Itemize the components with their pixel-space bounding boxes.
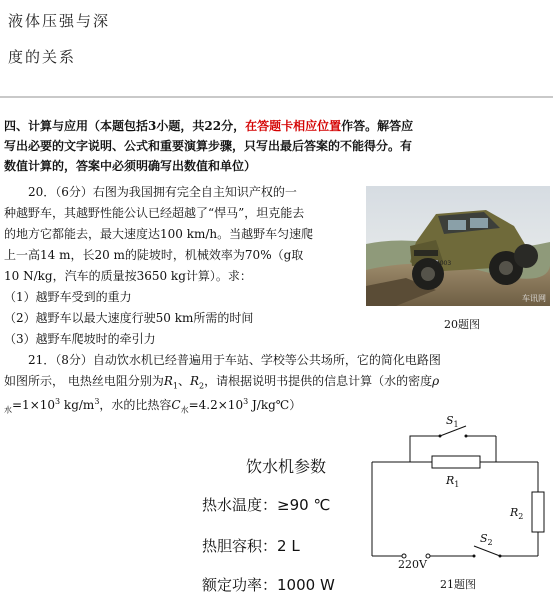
photo-watermark: 车讯网 (522, 294, 546, 303)
q21-comma: 、 (177, 374, 190, 388)
resistor-r1 (432, 456, 480, 468)
circuit-diagram (370, 416, 552, 576)
q21-line3 (4, 392, 301, 420)
q21-line2-a: 如图所示， 电热丝电阻分别为 (4, 374, 164, 388)
q20-line: 的地方它都能去，最大速度达100 km/h。当越野车匀速爬 (4, 227, 314, 241)
params-value: ≥90 ℃ (277, 496, 331, 514)
params-label: 热水温度： (202, 496, 278, 514)
q20-line: 10 N/kg，汽车的质量按3650 kg计算）。求： (4, 269, 252, 283)
q21-figure-caption: 21题图 (440, 578, 476, 591)
q21-line1: 21．（8分）自动饮水机已经普遍用于车站、学校等公共场所，它的简化电路图 (28, 353, 441, 367)
switch-contact (499, 555, 502, 558)
q21-heat-value: =4.2×10 (188, 398, 244, 412)
r1-subscript: 1 (172, 381, 178, 391)
section-intro-b: 作答。解答应 (341, 119, 414, 133)
s2-label: $S_2$ (480, 532, 493, 548)
header-title-line2: 度的关系 (8, 48, 77, 66)
q21-heat-unit: J/kg℃） (248, 398, 302, 412)
params-row (202, 535, 300, 556)
params-row (202, 494, 330, 515)
water-subscript: 水 (180, 405, 189, 415)
params-value: 1000 W (277, 576, 335, 594)
q20-line: 种越野车，其越野性能公认已经超越了“悍马”，坦克能去 (4, 206, 305, 220)
exponent: 3 (94, 397, 100, 406)
section-heading: 四、计算与应用 (4, 119, 89, 133)
water-subscript: 水 (4, 405, 12, 415)
q20-line: 20．（6分）右图为我国拥有完全自主知识产权的一 (28, 185, 297, 199)
q20-sub-item: （3）越野车爬坡时的牵引力 (4, 332, 156, 346)
rho-symbol: ρ (432, 374, 440, 388)
params-label: 额定功率： (202, 576, 278, 594)
c-symbol: C (171, 398, 181, 412)
r2-symbol: R (189, 374, 200, 388)
switch-contact (439, 435, 442, 438)
params-value: 2 L (277, 537, 300, 555)
r2-label: $R_2$ (510, 506, 524, 522)
section-intro-line1 (4, 116, 413, 136)
section-intro-highlight: 在答题卡相应位置 (245, 119, 342, 133)
exponent: 3 (243, 397, 249, 406)
q21-density-unit: kg/m (60, 398, 95, 412)
offroad-vehicle-photo (366, 186, 550, 306)
params-label: 热胆容积： (202, 537, 278, 555)
switch-contact (465, 435, 468, 438)
header-title-line1: 液体压强与深 (8, 12, 111, 30)
r1-label: $R_1$ (446, 474, 460, 490)
section-intro-line2: 写出必要的文字说明、公式和重要演算步骤，只写出最后答案的不能得分。有 (4, 139, 413, 153)
resistor-r2 (532, 492, 544, 532)
r1-symbol: R (163, 374, 173, 388)
q20-sub-item: （1）越野车受到的重力 (4, 290, 132, 304)
q20-line: 上一高14 m，长20 m的陡坡时，机械效率为70%（g取 (4, 248, 304, 262)
section-intro-line3: 数值计算的，答案中必须明确写出数值和单位） (4, 159, 257, 173)
q20-sub-item: （2）越野车以最大速度行驶50 km所需的时间 (4, 311, 254, 325)
exponent: 3 (55, 397, 61, 406)
q21-density-value: =1×10 (12, 398, 56, 412)
q21-line2-b: ，请根据说明书提供的信息计算（水的密度 (204, 374, 433, 388)
q21-line3-c: ，水的比热容 (99, 398, 172, 412)
license-plate-text: 军·9003 (428, 260, 452, 267)
switch-s2-blade (474, 546, 500, 556)
params-row (202, 574, 335, 595)
s1-label: $S_1$ (446, 414, 459, 430)
switch-contact (473, 555, 476, 558)
params-title: 饮水机参数 (246, 457, 327, 476)
q20-figure-caption: 20题图 (444, 318, 480, 331)
header-divider (0, 96, 553, 98)
r2-subscript: 2 (199, 381, 205, 391)
voltage-label: 220V (398, 558, 427, 571)
section-intro-a: （本题包括3小题，共22分， (88, 119, 246, 133)
